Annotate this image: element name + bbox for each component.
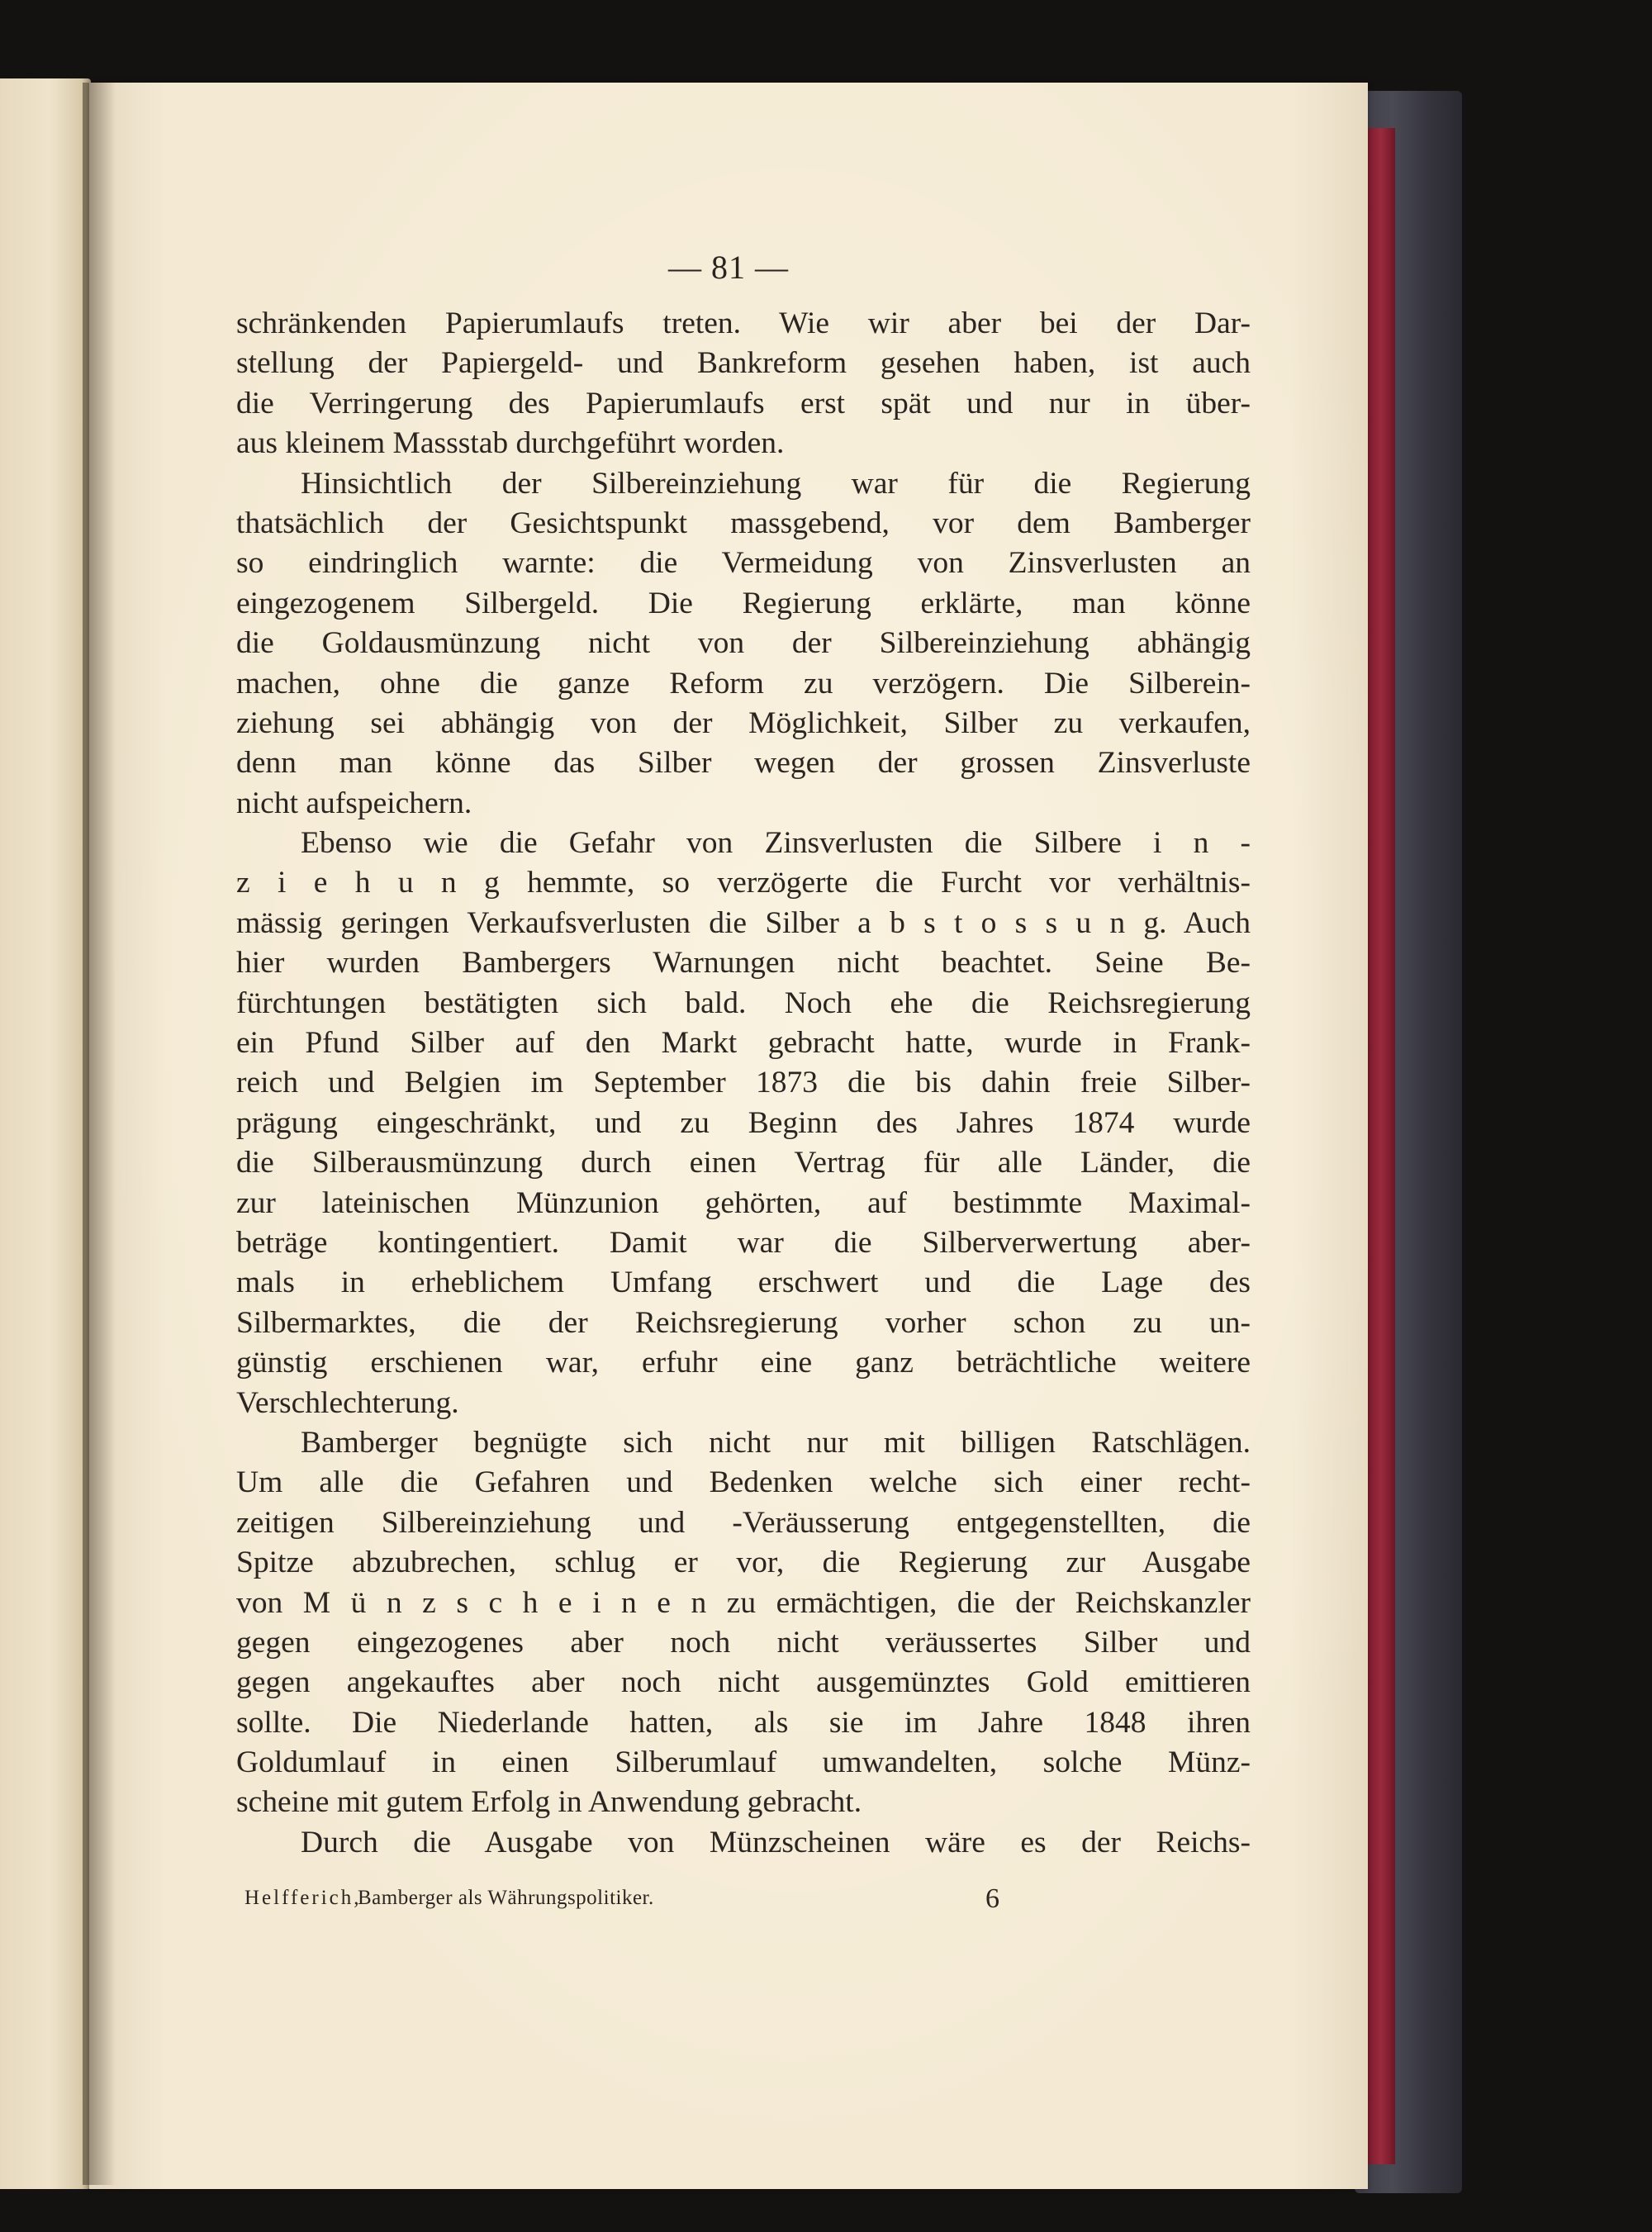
footer-title: Bamberger als Währungspolitiker.	[358, 1887, 654, 1909]
text-line: die Verringerung des Papierumlaufs erst spät und nur in über-	[236, 386, 1251, 420]
page-number: — 81 —	[668, 249, 789, 286]
text-line: Goldumlauf in einen Silberumlauf umwandelten, solche Münz-	[236, 1745, 1251, 1780]
text-line: machen, ohne die ganze Reform zu verzögern. Die Silberein-	[236, 666, 1251, 700]
text-line: schränkenden Papierumlaufs treten. Wie wir aber bei der Dar-	[236, 306, 1251, 340]
text-line: mals in erheblichem Umfang erschwert und die Lage des	[236, 1266, 1251, 1300]
gutter-shadow	[83, 83, 116, 2185]
text-line: hier wurden Bambergers Warnungen nicht beachtet. Seine Be-	[236, 946, 1251, 981]
text-line: Um alle die Gefahren und Bedenken welche sich einer recht-	[236, 1465, 1251, 1500]
text-line: so eindringlich warnte: die Vermeidung von Zinsverlusten an	[236, 546, 1251, 581]
signature-mark: 6	[985, 1883, 999, 1914]
text-line: zur lateinischen Münzunion gehörten, auf bestimmte Maximal-	[236, 1185, 1251, 1220]
text-line: günstig erschienen war, erfuhr eine ganz beträchtliche weitere	[236, 1346, 1251, 1380]
text-line: denn man könne das Silber wegen der grossen Zinsverluste	[236, 746, 1251, 781]
text-line: aus kleinem Massstab durchgeführt worden.	[236, 426, 785, 461]
text-line: zeitigen Silbereinziehung und -Veräusserung entgegenstellten, die	[236, 1505, 1251, 1540]
text-line: ziehung sei abhängig von der Möglichkeit, Silber zu verkaufen,	[236, 705, 1251, 740]
text-line: Ebenso wie die Gefahr von Zinsverlusten die Silbere i n -	[301, 826, 1251, 861]
text-line: z i e h u n g hemmte, so verzögerte die Furcht vor verhältnis-	[236, 866, 1251, 900]
body-text	[236, 304, 1251, 1863]
text-line: prägung eingeschränkt, und zu Beginn des Jahres 1874 wurde	[236, 1105, 1251, 1140]
text-line: fürchtungen bestätigten sich bald. Noch ehe die Reichsregierung	[236, 985, 1251, 1020]
text-line: beträge kontingentiert. Damit war die Silberverwertung aber-	[236, 1225, 1251, 1260]
text-line: eingezogenem Silbergeld. Die Regierung erklärte, man könne	[236, 586, 1251, 620]
text-line: Durch die Ausgabe von Münzscheinen wäre es der Reichs-	[301, 1825, 1251, 1859]
text-line: thatsächlich der Gesichtspunkt massgebend, vor dem Bamberger	[236, 506, 1251, 540]
text-line: reich und Belgien im September 1873 die bis dahin freie Silber-	[236, 1066, 1251, 1100]
text-line: Spitze abzubrechen, schlug er vor, die Regierung zur Ausgabe	[236, 1546, 1251, 1580]
text-line: stellung der Papiergeld- und Bankreform gesehen haben, ist auch	[236, 346, 1251, 381]
book-page	[89, 83, 1368, 2189]
text-line: Hinsichtlich der Silbereinziehung war für die Regierung	[301, 466, 1251, 501]
text-line: von M ü n z s c h e i n e n zu ermächtigen, die der Reichskanzler	[236, 1585, 1251, 1620]
text-line: gegen eingezogenes aber noch nicht veräussertes Silber und	[236, 1625, 1251, 1660]
book-cover-edge	[1367, 128, 1395, 2164]
text-line: die Goldausmünzung nicht von der Silbereinziehung abhängig	[236, 626, 1251, 661]
previous-page-edge	[0, 78, 91, 2189]
text-line: Silbermarktes, die der Reichsregierung vorher schon zu un-	[236, 1305, 1251, 1340]
page-footer	[89, 1883, 1368, 1920]
text-line: scheine mit gutem Erfolg in Anwendung gebracht.	[236, 1785, 862, 1820]
text-line: sollte. Die Niederlande hatten, als sie im Jahre 1848 ihren	[236, 1705, 1251, 1740]
text-line: die Silberausmünzung durch einen Vertrag für alle Länder, die	[236, 1146, 1251, 1180]
text-line: Verschlechterung.	[236, 1385, 459, 1420]
footer-author: Helfferich,	[244, 1887, 362, 1909]
text-line: mässig geringen Verkaufsverlusten die Silber a b s t o s s u n g. Auch	[236, 905, 1251, 940]
text-line: Bamberger begnügte sich nicht nur mit billigen Ratschlägen.	[301, 1425, 1251, 1460]
text-line: gegen angekauftes aber noch nicht ausgemünztes Gold emittieren	[236, 1665, 1251, 1700]
text-line: ein Pfund Silber auf den Markt gebracht hatte, wurde in Frank-	[236, 1026, 1251, 1061]
text-line: nicht aufspeichern.	[236, 786, 472, 820]
